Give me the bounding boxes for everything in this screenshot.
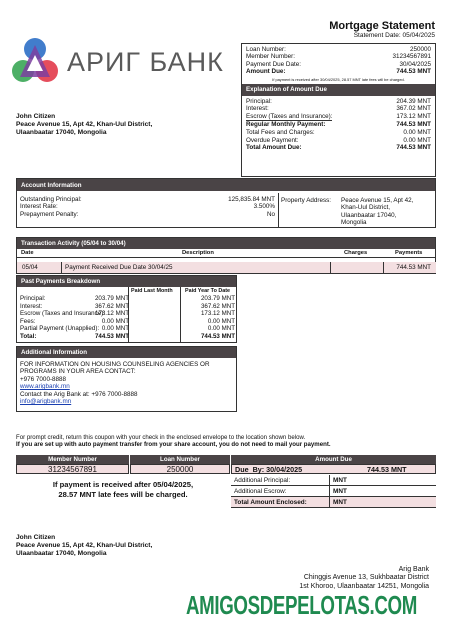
explanation-row-label: Regular Monthly Payment: [246,121,326,129]
past-payment-last-month: 203.79 MNT [94,295,129,302]
account-row-label: Outstanding Principal: [20,196,82,203]
explanation-row-value: 0.00 MNT [403,136,431,144]
member-number-value: 31234567891 [16,464,129,474]
past-payment-label: Escrow (Taxes and Insurance): [20,310,105,318]
coupon-extra-value: MNT [333,499,347,506]
summary-row-label: Amount Due: [246,68,286,76]
account-info-box [16,178,436,228]
past-payment-ytd: 0.00 MNT [207,317,235,325]
past-payment-ytd: 203.79 MNT [200,295,235,302]
account-row-label: Prepayment Penalty: [20,210,79,218]
customer-address-line1: Peace Avenue 15, Apt 42, Khan-Uul District, [16,121,153,128]
explanation-row-label: Escrow (Taxes and Insurance): [246,112,333,120]
footer-customer-address [16,534,152,558]
due-by-text: Due By: 30/04/2025 [235,465,303,474]
account-row [20,211,275,218]
explanation-row-label: Interest: [246,105,269,113]
past-payment-ytd: 367.62 MNT [200,302,235,310]
phone-number: +976 7000-8888 [20,375,67,383]
transaction-date: 05/04 [22,264,38,271]
past-payment-ytd: 744.53 MNT [200,332,235,340]
past-payment-label: Total: [20,332,37,340]
col-date: Date [21,250,34,256]
autopay-note: If you are set up with auto payment transfer from your share account, you do not need to mail your payment. [16,441,331,449]
bank-name: АРИГ БАНК [67,47,224,77]
additional-info-box [16,346,237,412]
summary-row [246,68,431,75]
explanation-row-value: 173.12 MNT [396,112,431,120]
transaction-header: Transaction Activity (05/04 to 30/04) [17,238,435,249]
past-payment-last-month: 367.62 MNT [94,302,129,310]
due-amount: 744.53 MNT [367,465,407,474]
property-address-line: Peace Avenue 15, Apt 42, [341,197,414,204]
past-payment-row [20,318,235,326]
late-fee-line2: 28.57 MNT late fees will be charged. [58,490,188,499]
coupon-extra-label: Additional Principal: [234,477,291,484]
past-payment-last-month: 0.00 MNT [101,325,129,333]
summary-box [241,43,436,177]
member-number-label: Member Number [16,455,129,464]
past-payments-box [16,275,237,343]
past-payment-last-month: 173.12 MNT [94,310,129,318]
explanation-row [246,129,431,137]
past-payment-label: Fees: [20,317,36,325]
col-payments: Payments [395,250,423,256]
statement-title: Mortgage Statement [329,20,435,32]
col-description: Description [182,250,214,256]
explanation-row-label: Total Fees and Charges: [246,129,315,136]
summary-row-value: 250000 [409,46,431,53]
coupon-extra-label: Total Amount Enclosed: [234,499,307,506]
past-payment-row [20,325,235,333]
coupon-extra-value: MNT [333,488,347,495]
col-paid-ytd: Paid Year To Date [185,288,231,294]
loan-number-label: Loan Number [130,455,230,464]
contact-line: Contact the Arig Bank at: +976 7000-8888 [20,390,138,398]
summary-row-value: 30/04/2025 [399,60,431,68]
loan-number-value: 250000 [130,464,230,474]
coupon-extra-row[interactable] [231,486,436,497]
explanation-row-value: 744.53 MNT [396,121,431,129]
bank-logo [10,37,230,89]
past-payment-row [20,310,235,318]
summary-row-value: 31234567891 [392,53,431,61]
late-fee-line1: If payment is received after 05/04/2025, [52,480,194,489]
explanation-row [246,113,431,122]
property-address-line: Khan-Uul District, [341,204,390,212]
customer-name: John Citizen [16,113,56,120]
coupon-extra-row[interactable] [231,475,436,486]
col-charges: Charges [344,250,368,256]
website-link[interactable]: www.arigbank.mn [20,383,70,391]
remit-line2: Chinggis Avenue 13, Sukhbaatar District [303,574,429,582]
past-payment-row [20,295,235,303]
explanation-row-value: 367.02 MNT [396,105,431,113]
payment-coupon [16,455,436,510]
summary-row-label: Loan Number: [246,46,286,53]
account-row [20,203,275,210]
past-payment-ytd: 0.00 MNT [207,325,235,333]
transaction-payment: 744.53 MNT [396,264,431,271]
explanation-row [246,98,431,106]
counseling-line2: PROGRAMS IN YOUR AREA CONTACT: [20,368,136,376]
footer-customer-line2: Ulaanbaatar 17040, Mongolia [16,550,107,557]
past-payment-label: Interest: [20,302,43,310]
summary-row-value: 744.53 MNT [396,68,431,76]
explanation-row-label: Principal: [246,97,272,105]
amount-due-label: Amount Due [231,455,436,464]
account-row-value: 125,835.84 MNT [228,196,275,203]
property-address-line: Ulaanbaatar 17040, [341,211,397,219]
transaction-description: Payment Received Due Date 30/04/25 [65,264,173,271]
account-row-value: 3.500% [253,203,275,211]
footer-customer-name: John Citizen [16,534,56,541]
explanation-row-label: Total Amount Due: [246,144,302,152]
past-payment-last-month: 744.53 MNT [94,332,129,340]
past-payment-last-month: 0.00 MNT [101,317,129,325]
bank-logo-icon [10,37,60,87]
explanation-row [246,121,431,129]
coupon-extra-value: MNT [333,477,347,484]
explanation-row-label: Overdue Payment: [246,136,299,144]
customer-address-line2: Ulaanbaatar 17040, Mongolia [16,129,107,136]
watermark: AMIGOSDEPELOTAS.COM [186,590,417,620]
summary-row [246,61,431,68]
transaction-box [16,237,436,274]
past-payment-row [20,333,235,341]
late-fee-note: If payment is received after 30/04/2025, 28.57 MNT late fees will be charged. [272,76,405,82]
transaction-row [17,262,436,273]
summary-row [246,53,431,60]
past-payment-row [20,303,235,311]
counseling-line1: FOR INFORMATION ON HOUSING COUNSELING AGENCIES OR [20,361,210,368]
col-paid-last-month: Paid Last Month [131,288,173,294]
property-address-line: Mongolia [341,219,367,227]
email-link[interactable]: info@arigbank.mn [20,398,72,406]
coupon-extra-label: Additional Escrow: [234,488,287,495]
footer-customer-line1: Peace Avenue 15, Apt 42, Khan-Uul District, [16,542,153,549]
coupon-instruction-text: For prompt credit, return this coupon with your check in the enclosed envelope to the location shown below. [16,434,306,441]
explanation-row-value: 0.00 MNT [403,129,431,136]
past-payment-ytd: 173.12 MNT [200,310,235,318]
summary-row-label: Member Number: [246,53,295,61]
customer-address [16,113,152,137]
remit-line1: Arig Bank [398,566,429,573]
statement-date: Statement Date: 05/04/2025 [353,32,435,39]
coupon-extra-row[interactable] [231,497,436,508]
explanation-row [246,137,431,145]
explanation-row-value: 744.53 MNT [396,144,431,152]
past-payments-header: Past Payments Breakdown [17,276,236,287]
property-address-label: Property Address: [281,197,332,204]
explanation-header: Explanation of Amount Due [242,84,435,96]
explanation-row [246,105,431,113]
remit-address [299,566,429,591]
account-row-label: Interest Rate: [20,203,58,211]
transaction-columns [17,249,436,258]
past-payment-label: Partial Payment (Unapplied): [20,325,100,333]
explanation-row-value: 204.39 MNT [396,97,431,105]
past-payment-label: Principal: [20,295,46,302]
account-row-value: No [266,210,275,218]
summary-row-label: Payment Due Date: [246,60,301,68]
late-fee-warning [16,480,230,500]
explanation-row [246,144,431,152]
coupon-instructions [16,434,441,449]
remit-line3: 1st Khoroo, Ulaanbaatar 14251, Mongolia [299,582,429,590]
summary-row [246,46,431,53]
account-row [20,196,275,203]
additional-info-header: Additional Information [17,347,236,358]
account-info-header: Account Information [17,179,435,191]
